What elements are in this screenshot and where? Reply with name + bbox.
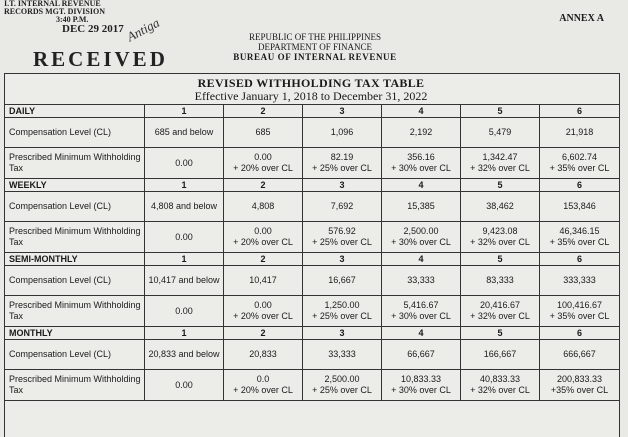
stamp-time: 3:40 P.M. — [56, 15, 89, 24]
withholding-tax-cell — [303, 222, 382, 253]
tax-rate: + 20% over CL — [233, 237, 293, 247]
withholding-tax-row — [5, 148, 620, 179]
stamp-office — [4, 0, 105, 24]
tax-amount: 10,833.33 — [400, 374, 442, 384]
period-weekly-label: WEEKLY — [5, 179, 145, 192]
compensation-level-cell: 4,808 and below — [145, 192, 224, 222]
tax-amount: 6,602.74 — [561, 152, 598, 162]
bracket-number: 4 — [382, 327, 461, 340]
withholding-tax-cell — [145, 370, 224, 401]
bracket-number: 5 — [461, 179, 540, 192]
period-header-row — [5, 327, 620, 340]
bracket-number: 2 — [224, 327, 303, 340]
compensation-level-cell: 83,333 — [461, 266, 540, 296]
tax-rate: + 25% over CL — [312, 311, 372, 321]
withholding-tax-label: Prescribed Minimum Withholding Tax — [5, 148, 145, 179]
withholding-tax-cell — [145, 296, 224, 327]
bracket-number: 2 — [224, 253, 303, 266]
bracket-number: 3 — [303, 253, 382, 266]
compensation-level-cell: 7,692 — [303, 192, 382, 222]
tax-rate: + 25% over CL — [312, 385, 372, 395]
withholding-tax-row — [5, 222, 620, 253]
tax-amount: 1,342.47 — [482, 152, 518, 162]
bracket-number: 5 — [461, 327, 540, 340]
compensation-level-cell: 38,462 — [461, 192, 540, 222]
bracket-number: 1 — [145, 105, 224, 118]
withholding-tax-cell — [303, 148, 382, 179]
bracket-number: 5 — [461, 105, 540, 118]
withholding-tax-cell — [224, 148, 303, 179]
tax-rate: + 32% over CL — [470, 163, 530, 173]
period-header-row — [5, 179, 620, 192]
compensation-level-cell: 20,833 and below — [145, 340, 224, 370]
tax-amount: 0.00 — [175, 379, 193, 390]
withholding-tax-label: Prescribed Minimum Withholding Tax — [5, 222, 145, 253]
period-header-row — [5, 253, 620, 266]
bracket-number: 6 — [540, 327, 620, 340]
tax-rate: + 35% over CL — [549, 311, 610, 321]
tax-amount: 0.0 — [256, 374, 270, 384]
withholding-tax-cell — [540, 148, 620, 179]
tax-amount: 0.00 — [254, 226, 272, 236]
bracket-number: 3 — [303, 327, 382, 340]
compensation-level-cell: 20,833 — [224, 340, 303, 370]
bracket-number: 1 — [145, 179, 224, 192]
stamp-date: DEC 29 2017 — [62, 23, 124, 35]
withholding-tax-cell — [303, 370, 382, 401]
compensation-level-cell: 15,385 — [382, 192, 461, 222]
bracket-number: 6 — [540, 253, 620, 266]
tax-rate: + 35% over CL — [549, 237, 610, 247]
bureau-line: BUREAU OF INTERNAL REVENUE — [233, 52, 397, 62]
withholding-tax-cell — [540, 296, 620, 327]
period-daily-label: DAILY — [5, 105, 145, 118]
bracket-number: 2 — [224, 105, 303, 118]
tax-rate: + 32% over CL — [470, 237, 530, 247]
withholding-tax-cell — [224, 296, 303, 327]
bracket-number: 3 — [303, 105, 382, 118]
period-semi-monthly-label: SEMI-MONTHLY — [5, 253, 145, 266]
compensation-level-cell: 1,096 — [303, 118, 382, 148]
tax-amount: 20,416.67 — [479, 300, 521, 310]
tax-amount: 40,833.33 — [479, 374, 521, 384]
withholding-tax-cell — [461, 222, 540, 253]
compensation-level-cell: 666,667 — [540, 340, 620, 370]
withholding-tax-cell — [540, 370, 620, 401]
period-monthly-label: MONTHLY — [5, 327, 145, 340]
compensation-level-cell: 5,479 — [461, 118, 540, 148]
compensation-level-label: Compensation Level (CL) — [5, 192, 145, 222]
withholding-tax-cell — [145, 148, 224, 179]
bracket-number: 4 — [382, 179, 461, 192]
tax-amount: 9,423.08 — [482, 226, 518, 236]
tax-rate: + 25% over CL — [312, 237, 372, 247]
tax-rate: + 25% over CL — [312, 163, 372, 173]
withholding-tax-row — [5, 296, 620, 327]
withholding-tax-cell — [145, 222, 224, 253]
compensation-level-row — [5, 340, 620, 370]
bracket-number: 6 — [540, 179, 620, 192]
table-effective-dates: Effective January 1, 2018 to December 31, 2022 — [194, 89, 428, 103]
withholding-tax-cell — [461, 148, 540, 179]
tax-amount: 576.92 — [328, 226, 356, 236]
tax-rate: + 35% over CL — [549, 163, 610, 173]
stamp-received-label: RECEIVED — [33, 47, 168, 71]
compensation-level-cell: 333,333 — [540, 266, 620, 296]
withholding-tax-cell — [540, 222, 620, 253]
compensation-level-cell: 21,918 — [540, 118, 620, 148]
bracket-number: 4 — [382, 253, 461, 266]
tax-amount: 0.00 — [175, 231, 193, 242]
withholding-tax-cell — [224, 370, 303, 401]
tax-rate: + 30% over CL — [391, 163, 451, 173]
tax-amount: 0.00 — [175, 305, 193, 316]
tax-rate: + 32% over CL — [470, 385, 530, 395]
compensation-level-cell: 16,667 — [303, 266, 382, 296]
tax-amount: 5,416.67 — [403, 300, 439, 310]
compensation-level-cell: 685 and below — [145, 118, 224, 148]
compensation-level-cell: 33,333 — [303, 340, 382, 370]
withholding-tax-cell — [224, 222, 303, 253]
compensation-level-cell: 2,192 — [382, 118, 461, 148]
compensation-level-cell: 153,846 — [540, 192, 620, 222]
tax-rate: + 30% over CL — [391, 311, 451, 321]
tax-amount: 200,833.33 — [556, 374, 603, 384]
compensation-level-label: Compensation Level (CL) — [5, 118, 145, 148]
tax-amount: 0.00 — [254, 152, 272, 162]
withholding-tax-label: Prescribed Minimum Withholding Tax — [5, 296, 145, 327]
compensation-level-cell: 166,667 — [461, 340, 540, 370]
bracket-number: 6 — [540, 105, 620, 118]
tax-amount: 46,346.15 — [559, 226, 600, 236]
withholding-tax-cell — [382, 222, 461, 253]
withholding-tax-row — [5, 370, 620, 401]
withholding-tax-cell — [461, 370, 540, 401]
bracket-number: 5 — [461, 253, 540, 266]
stamp-line-1: I.T. INTERNAL REVENUE — [4, 0, 101, 8]
compensation-level-row — [5, 118, 620, 148]
compensation-level-row — [5, 266, 620, 296]
stamp-initials: Antiga — [124, 14, 162, 45]
compensation-level-cell: 685 — [224, 118, 303, 148]
tax-amount: 0.00 — [254, 300, 272, 310]
tax-rate: + 30% over CL — [391, 237, 451, 247]
document-header — [200, 32, 430, 62]
tax-amount: 82.19 — [330, 152, 354, 162]
tax-amount: 1,250.00 — [324, 300, 360, 310]
tax-rate: + 20% over CL — [233, 163, 293, 173]
bracket-number: 2 — [224, 179, 303, 192]
bracket-number: 4 — [382, 105, 461, 118]
compensation-level-cell: 10,417 — [224, 266, 303, 296]
withholding-tax-cell — [461, 296, 540, 327]
tax-amount: 356.16 — [407, 152, 435, 162]
tax-rate: + 20% over CL — [233, 311, 293, 321]
compensation-level-label: Compensation Level (CL) — [5, 266, 145, 296]
compensation-level-cell: 33,333 — [382, 266, 461, 296]
tax-amount: 2,500.00 — [324, 374, 360, 384]
compensation-level-cell: 10,417 and below — [145, 266, 224, 296]
compensation-level-label: Compensation Level (CL) — [5, 340, 145, 370]
tax-rate: + 30% over CL — [391, 385, 451, 395]
tax-amount: 2,500.00 — [403, 226, 439, 236]
compensation-level-row — [5, 192, 620, 222]
withholding-tax-cell — [382, 370, 461, 401]
period-header-row — [5, 105, 620, 118]
tax-amount: 100,416.67 — [556, 300, 603, 310]
withholding-tax-cell — [303, 296, 382, 327]
bracket-number: 1 — [145, 253, 224, 266]
tax-amount: 0.00 — [175, 157, 193, 168]
bracket-number: 1 — [145, 327, 224, 340]
withholding-tax-cell — [382, 296, 461, 327]
republic-line: REPUBLIC OF THE PHILIPPINES — [248, 32, 382, 42]
bracket-number: 3 — [303, 179, 382, 192]
compensation-level-cell: 66,667 — [382, 340, 461, 370]
stamp-line-2: RECORDS MGT. DIVISION — [4, 7, 105, 16]
compensation-level-cell: 4,808 — [224, 192, 303, 222]
withholding-tax-label: Prescribed Minimum Withholding Tax — [5, 370, 145, 401]
annex-label: ANNEX A — [559, 13, 604, 24]
tax-rate: + 20% over CL — [233, 385, 293, 395]
withholding-tax-table — [4, 104, 620, 401]
tax-rate: +35% over CL — [550, 385, 609, 395]
table-title: REVISED WITHHOLDING TAX TABLE — [197, 76, 425, 90]
withholding-tax-cell — [382, 148, 461, 179]
department-line: DEPARTMENT OF FINANCE — [258, 42, 372, 52]
tax-rate: + 32% over CL — [470, 311, 530, 321]
